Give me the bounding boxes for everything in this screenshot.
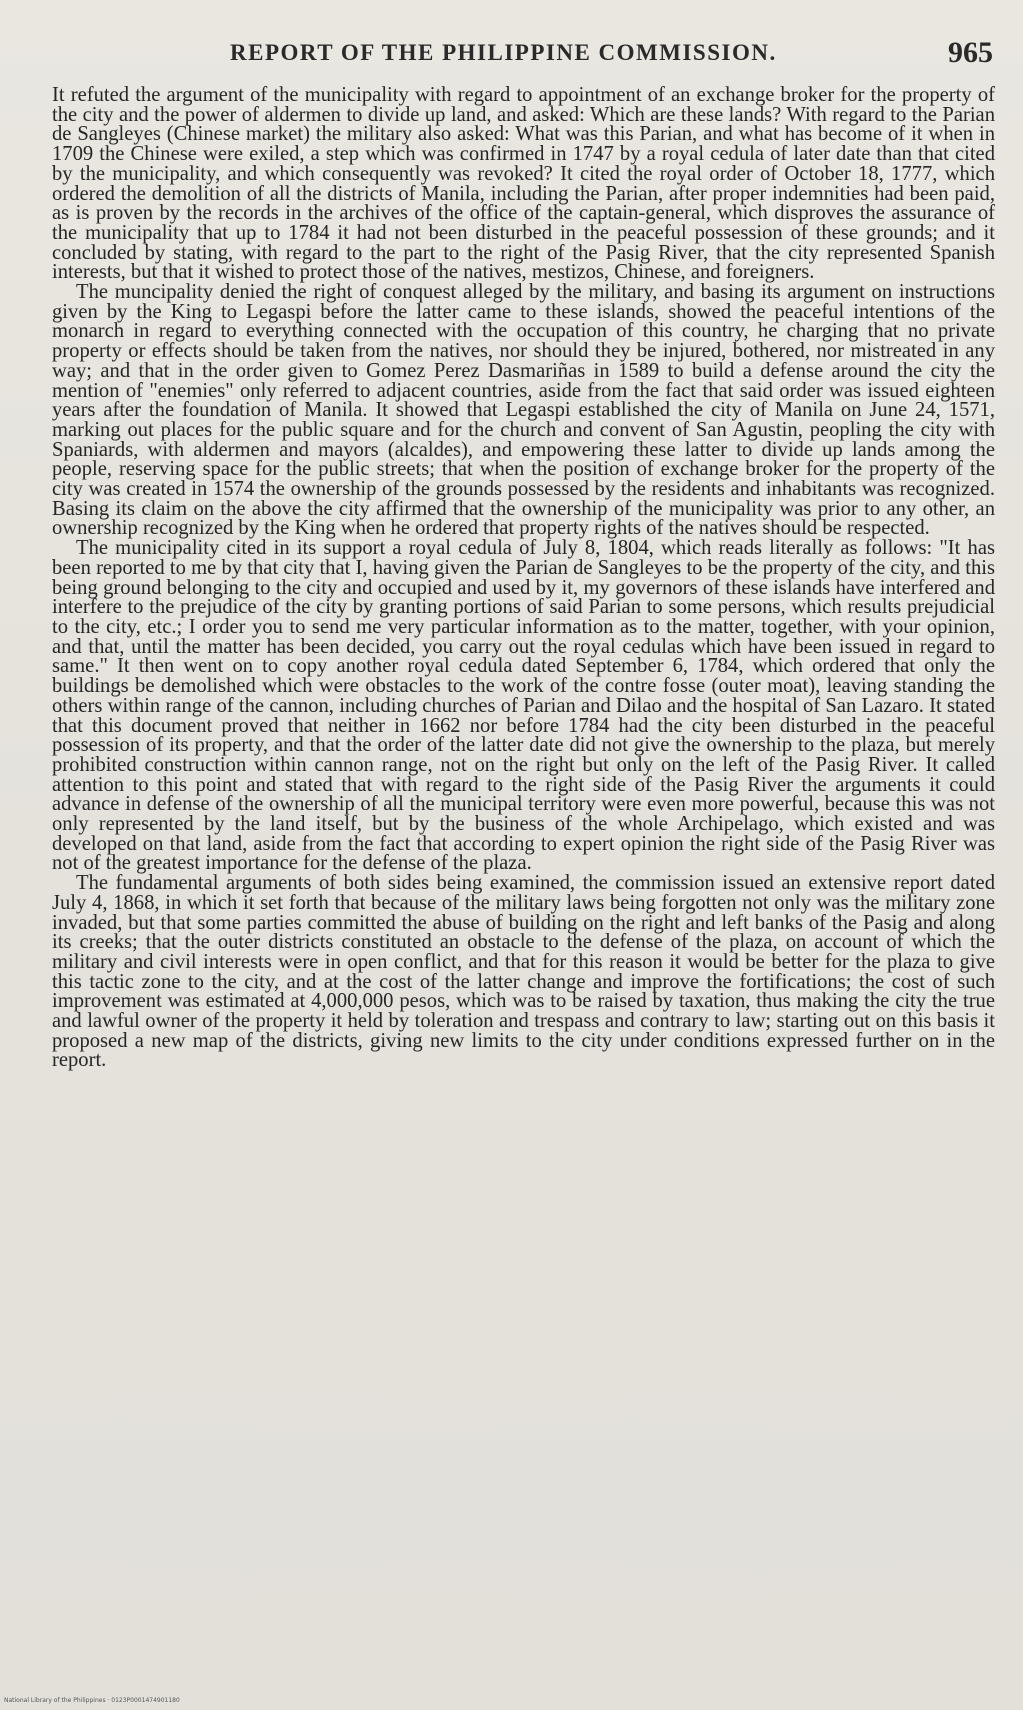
- paragraph-2: The muncipality denied the right of conquest alleged by the military, and basing its argument on instructions given by the King to Legaspi before the latter came to these islands, showed the peaceful intentions of the monarch in regard to everything connected with the occupation of this country, he charging that no private property or effects should be taken from the natives, nor should they be injured, bothered, nor mistreated in any way; and that in the order given to Gomez Perez Dasmariñas in 1589 to build a defense around the city the mention of "enemies" only referred to adjacent countries, aside from the fact that said order was issued eighteen years after the foundation of Manila. It showed that Legaspi established the city of Manila on June 24, 1571, marking out places for the public square and for the church and convent of San Agustin, peopling the city with Spaniards, with aldermen and mayors (alcaldes), and empowering these latter to divide up lands among the people, reserving space for the public streets; that when the position of exchange broker for the property of the city was created in 1574 the ownership of the grounds possessed by the residents and inhabitants was recognized. Basing its claim on the above the city affirmed that the ownership of the municipality was prior to any other, an ownership recognized by the King when he ordered that property rights of the natives should be respected.: [52, 281, 995, 540]
- page-header: [230, 36, 993, 72]
- paragraph-4: The fundamental arguments of both sides being examined, the commission issued an extensive report dated July 4, 1868, in which it set forth that because of the military laws being forgotten not only was the military zone invaded, but that some parties committed the abuse of building on the right and left banks of the Pasig and along its creeks; that the outer districts constituted an obstacle to the defense of the plaza, on account of which the military and civil interests were in open conflict, and that for this reason it would be better for the plaza to give this tactic zone to the city, and at the cost of the latter change and improve the fortifications; the cost of such improvement was estimated at 4,000,000 pesos, which was to be raised by taxation, thus making the city the true and lawful owner of the property it held by toleration and trespass and contrary to law; starting out on this basis it proposed a new map of the districts, giving new limits to the city under conditions expressed further on in the report.: [52, 872, 995, 1072]
- body-text: [52, 86, 995, 1071]
- paragraph-3: The municipality cited in its support a royal cedula of July 8, 1804, which reads literally as follows: "It has been reported to me by that city that I, having given the Parian de Sangleyes to be the property of the city, and this being ground belonging to the city and occupied and used by it, my governors of these islands have interfered and interfere to the prejudice of the city by granting portions of said Parian to some persons, which results prejudicial to the city, etc.; I order you to send me very particular information as to the matter, together, with your opinion, and that, until the matter has been decided, you carry out the royal cedulas which have been issued in regard to same." It then went on to copy another royal cedula dated September 6, 1784, which ordered that only the buildings be demolished which were obstacles to the work of the contre fosse (outer moat), leaving standing the others within range of the cannon, including churches of Parian and Dilao and the hospital of San Lazaro. It stated that this document proved that neither in 1662 nor before 1784 had the city been disturbed in the peaceful possession of its property, and that the order of the latter date did not give the ownership to the plaza, but merely prohibited construction within cannon range, not on the right but only on the left of the Pasig River. It called attention to this point and stated that with regard to the right side of the Pasig River the arguments it could advance in defense of the ownership of all the municipal territory were even more powerful, because this was not only represented by the land itself, but by the business of the whole Archipelago, which existed and was developed on that land, aside from the fact that according to expert opinion the right side of the Pasig River was not of the greatest importance for the defense of the plaza.: [52, 537, 995, 875]
- scan-credit: National Library of the Philippines · 0123P0001474901180: [4, 1697, 180, 1704]
- page-number: 965: [948, 36, 993, 69]
- running-title: REPORT OF THE PHILIPPINE COMMISSION.: [230, 40, 777, 65]
- paragraph-1: It refuted the argument of the municipality with regard to appointment of an exchange broker for the property of the city and the power of aldermen to divide up land, and asked: Which are these lands? With regard to the Parian de Sangleyes (Chinese market) the military also asked: What was this Parian, and what has become of it when in 1709 the Chinese were exiled, a step which was confirmed in 1747 by a royal cedula of later date than that cited by the municipality, and which consequently was revoked? It cited the royal order of October 18, 1777, which ordered the demolition of all the districts of Manila, including the Parian, after proper indemnities had been paid, as is proven by the records in the archives of the office of the captain-general, which disproves the assurance of the municipality that up to 1784 it had not been disturbed in the peaceful possession of these grounds; and it concluded by stating, with regard to the part to the right of the Pasig River, that the city represented Spanish interests, but that it wished to protect those of the natives, mestizos, Chinese, and foreigners.: [52, 84, 995, 284]
